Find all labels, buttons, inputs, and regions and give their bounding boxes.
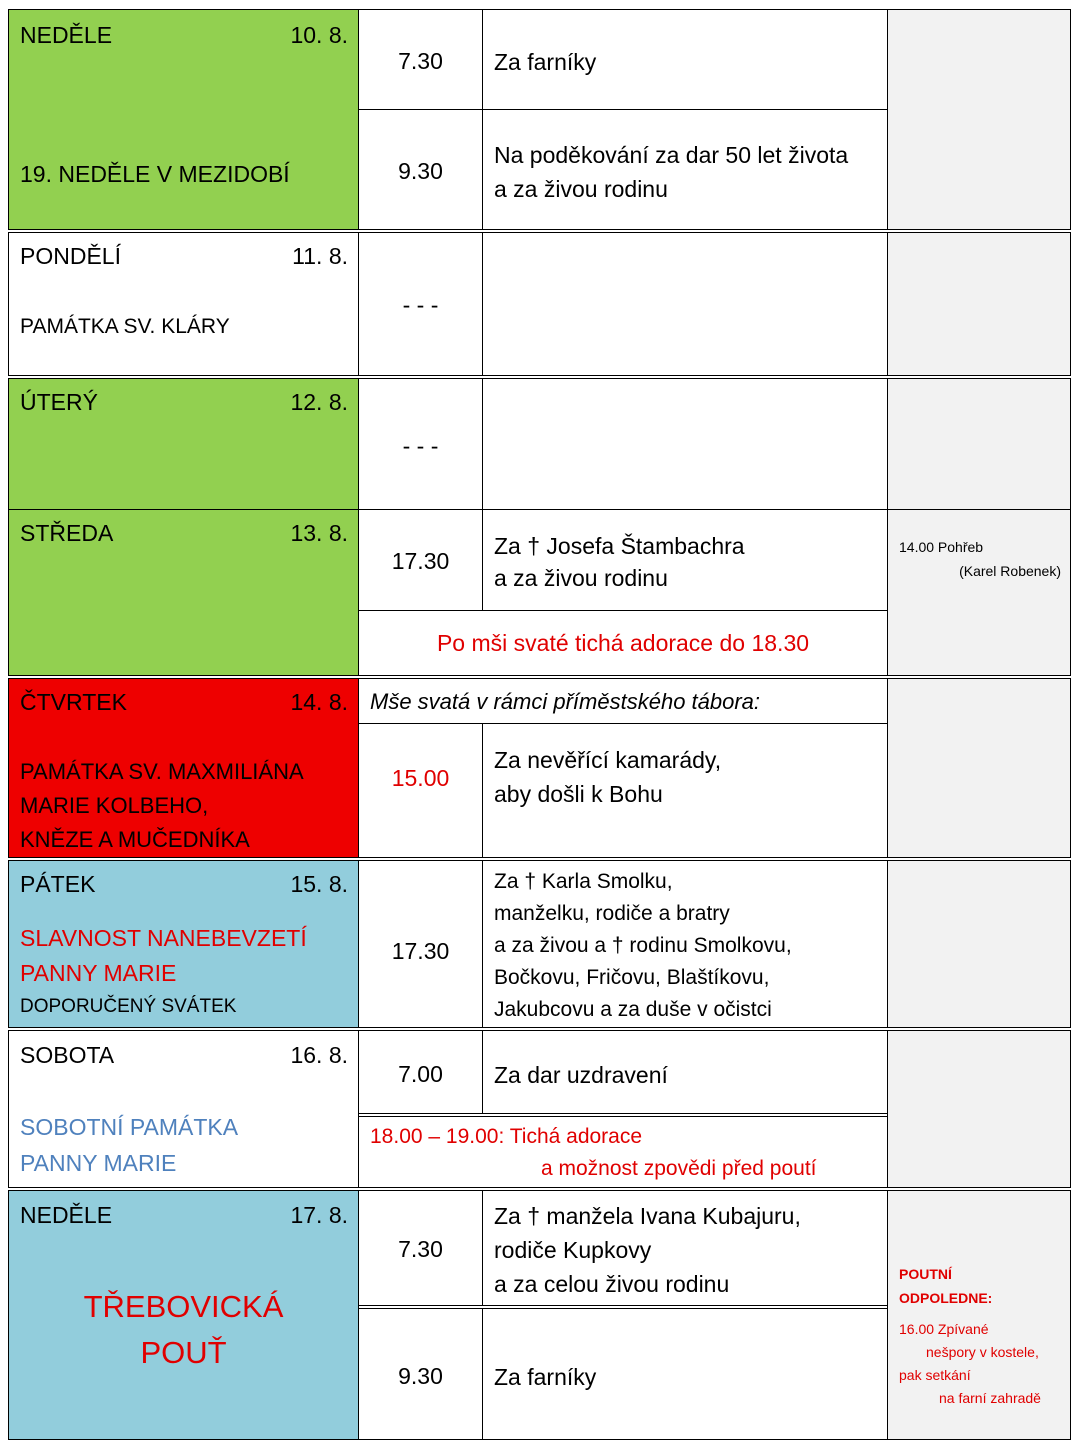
day-subtitle: PANNY MARIE: [20, 1150, 177, 1176]
day-subtitle: PAMÁTKA SV. KLÁRY: [20, 315, 230, 338]
adoration-notice: 18.00 – 19.00: Tichá adorace: [370, 1125, 643, 1148]
side-note-cell: [887, 860, 1071, 1028]
day-date: 12. 8.: [290, 389, 348, 415]
mass-intention: Za farníky: [494, 1364, 597, 1390]
day-subtitle: PAMÁTKA SV. MAXMILIÁNA: [20, 759, 304, 784]
mass-time: 7.30: [398, 48, 443, 74]
side-note-cell: [887, 378, 1071, 510]
mass-intention: a za živou a † rodinu Smolkovu,: [494, 934, 792, 957]
day-subtitle: SLAVNOST NANEBEVZETÍ: [20, 925, 307, 951]
mass-intention: aby došli k Bohu: [494, 781, 663, 807]
day-subtitle: KNĚZE A MUČEDNÍKA: [20, 827, 250, 852]
mass-intention: a za celou živou rodinu: [494, 1271, 730, 1297]
side-note-cell: [887, 232, 1071, 376]
side-note-cell: [887, 9, 1071, 230]
mass-time: 9.30: [398, 1363, 443, 1389]
side-note-cell: [887, 509, 1071, 676]
day-date: 15. 8.: [290, 871, 348, 897]
mass-time: 7.30: [398, 1236, 443, 1262]
mass-intention: Za † Karla Smolku,: [494, 870, 673, 893]
mass-time: 9.30: [398, 158, 443, 184]
day-name: NEDĚLE: [20, 1202, 113, 1228]
mass-intention: rodiče Kupkovy: [494, 1237, 652, 1263]
mass-intention: Za dar uzdravení: [494, 1062, 668, 1088]
mass-intention: a za živou rodinu: [494, 176, 668, 202]
side-note: ODPOLEDNE:: [899, 1290, 993, 1306]
day-date: 17. 8.: [290, 1202, 348, 1228]
day-date: 10. 8.: [290, 22, 348, 48]
side-note: pak setkání: [899, 1367, 971, 1383]
side-note: POUTNÍ: [899, 1266, 952, 1282]
day-subtitle: PANNY MARIE: [20, 960, 177, 986]
mass-time: 17.30: [391, 938, 450, 964]
side-note: nešpory v kostele,: [926, 1344, 1039, 1360]
mass-time: 7.00: [398, 1061, 443, 1087]
mass-intention: Za farníky: [494, 49, 597, 75]
pilgrimage-title: TŘEBOVICKÁ: [83, 1289, 284, 1324]
intention-cell: [482, 232, 888, 376]
pilgrimage-title: POUŤ: [140, 1335, 227, 1370]
mass-intention: Na poděkování za dar 50 let života: [494, 142, 849, 168]
mass-time: - - -: [402, 292, 439, 318]
mass-intention: Za † Josefa Štambachra: [494, 533, 745, 559]
side-note: 16.00 Zpívané: [899, 1321, 989, 1337]
side-note-cell: [887, 678, 1071, 858]
mass-intention: Za † manžela Ivana Kubajuru,: [494, 1203, 801, 1229]
day-name: NEDĚLE: [20, 22, 113, 48]
camp-mass-note: Mše svatá v rámci příměstského tábora:: [370, 689, 761, 714]
day-name: ÚTERÝ: [20, 389, 98, 415]
mass-intention: a za živou rodinu: [494, 565, 668, 591]
mass-intention: manželku, rodiče a bratry: [494, 902, 730, 925]
mass-intention: Bočkovu, Fričovu, Blaštíkovu,: [494, 966, 770, 989]
day-name: ČTVRTEK: [20, 689, 127, 715]
side-note: na farní zahradě: [939, 1390, 1041, 1406]
mass-time: 17.30: [391, 548, 450, 574]
mass-intention: Za nevěřící kamarády,: [494, 747, 722, 773]
mass-time: 15.00: [391, 765, 450, 791]
side-note-cell: [887, 1030, 1071, 1188]
day-name: SOBOTA: [20, 1042, 115, 1068]
day-date: 14. 8.: [290, 689, 348, 715]
day-date: 13. 8.: [290, 520, 348, 546]
day-subtitle-small: DOPORUČENÝ SVÁTEK: [20, 996, 237, 1017]
day-name: STŘEDA: [20, 520, 114, 546]
day-subtitle: MARIE KOLBEHO,: [20, 793, 209, 818]
mass-intention: Jakubcovu a za duše v očistci: [494, 998, 772, 1021]
day-subtitle: SOBOTNÍ PAMÁTKA: [20, 1114, 239, 1140]
adoration-notice: Po mši svaté tichá adorace do 18.30: [436, 630, 810, 656]
day-name: PÁTEK: [20, 871, 96, 897]
mass-time: - - -: [402, 433, 439, 459]
side-note: 14.00 Pohřeb: [899, 539, 984, 555]
side-note: (Karel Robenek): [959, 563, 1061, 579]
day-name: PONDĚLÍ: [20, 243, 121, 269]
day-date: 11. 8.: [292, 243, 348, 269]
intention-cell: [482, 378, 888, 510]
day-date: 16. 8.: [290, 1042, 348, 1068]
day-subtitle: 19. NEDĚLE V MEZIDOBÍ: [20, 161, 290, 187]
adoration-notice: a možnost zpovědi před poutí: [541, 1157, 817, 1180]
